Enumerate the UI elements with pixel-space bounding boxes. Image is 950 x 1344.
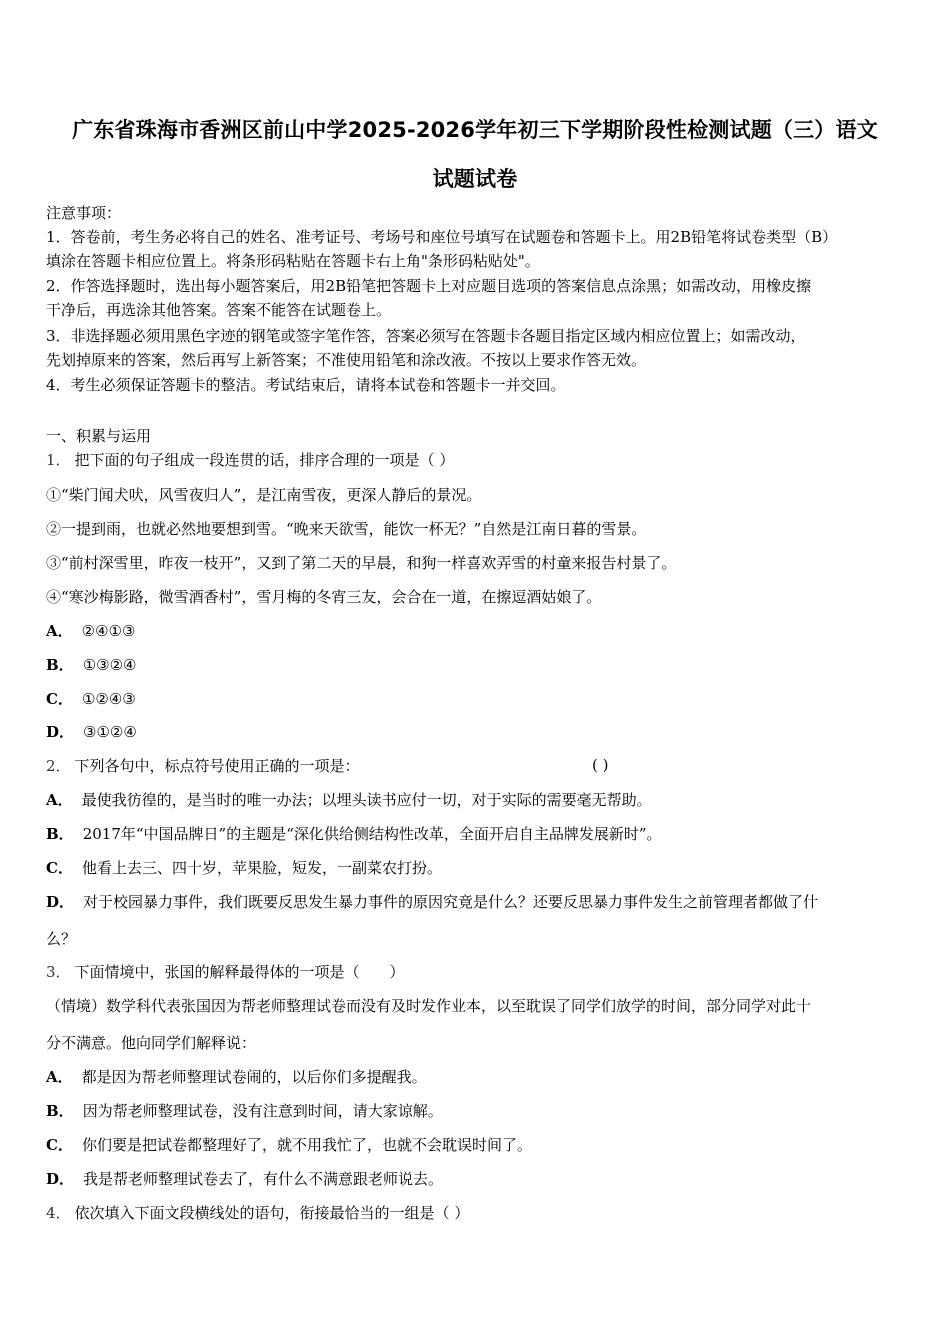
option-label: B． <box>46 656 74 674</box>
option-label: B． <box>46 1102 74 1120</box>
option-text: ①③②④ <box>82 656 137 674</box>
q1-option-b <box>46 655 136 675</box>
q2-option-a <box>46 790 652 810</box>
q3-context: （情境）数学科代表张国因为帮老师整理试卷而没有及时发作业本，以至耽误了同学们放学的时间，部分同学对此十 <box>46 997 812 1015</box>
notice-line: 3．非选择题必须用黑色字迹的钢笔或签字笔作答，答案必须写在答题卡各题目指定区域内相应位置上；如需改动， <box>46 327 806 345</box>
question-2-stem <box>46 756 360 776</box>
option-label: D． <box>46 1170 75 1188</box>
page-title-line2: 试题试卷 <box>432 167 518 191</box>
question-4-stem <box>46 1203 469 1223</box>
q2-option-b <box>46 824 662 844</box>
notice-line: 干净后，再选涂其他答案。答案不能答在试题卷上。 <box>46 301 392 319</box>
notice-line: 先划掉原来的答案，然后再写上新答案；不准使用铅笔和涂改液。不按以上要求作答无效。 <box>46 351 647 369</box>
q3-context-continued: 分不满意。他向同学们解释说： <box>46 1034 257 1052</box>
q1-option-a <box>46 621 135 641</box>
notice-line: 2．作答选择题时，选出每小题答案后，用2B铅笔把答题卡上对应题目选项的答案信息点涂黑；如需改动，用橡皮擦 <box>46 277 812 295</box>
option-text: 最使我彷徨的，是当时的唯一办法；以埋头读书应付一切，对于实际的需要毫无帮助。 <box>81 791 652 809</box>
q1-sentence: ②一提到雨，也就必然地要想到雪。“晚来天欲雪，能饮一杯无？”自然是江南日暮的雪景。 <box>46 520 647 538</box>
question-number: 4． <box>46 1204 71 1222</box>
q2-option-c <box>46 858 442 878</box>
q1-sentence: ③“前村深雪里，昨夜一枝开”，又到了第二天的早晨，和狗一样喜欢弄雪的村童来报告村景了。 <box>46 554 677 572</box>
q1-sentence: ①“柴门闻犬吠，风雪夜归人”，是江南雪夜，更深人静后的景况。 <box>46 486 482 504</box>
option-label: A． <box>46 791 73 809</box>
notice-line: 4．考生必须保证答题卡的整洁。考试结束后，请将本试卷和答题卡一并交回。 <box>46 376 566 394</box>
question-text: 下面情境中，张国的解释最得体的一项是（ ） <box>74 963 405 981</box>
option-text: 因为帮老师整理试卷，没有注意到时间，请大家谅解。 <box>82 1102 443 1120</box>
question-text: 依次填入下面文段横线处的语句，衔接最恰当的一组是（ ） <box>74 1204 470 1222</box>
question-3-stem <box>46 962 405 982</box>
question-text: 把下面的句子组成一段连贯的话，排序合理的一项是（ ） <box>74 451 455 469</box>
option-text: 2017年“中国品牌日”的主题是“深化供给侧结构性改革，全面开启自主品牌发展新时”。 <box>82 825 662 843</box>
q3-option-c <box>46 1135 532 1155</box>
option-text: 都是因为帮老师整理试卷闹的，以后你们多提醒我。 <box>81 1068 427 1086</box>
option-label: D． <box>46 723 75 741</box>
option-text: 我是帮老师整理试卷去了，有什么不满意跟老师说去。 <box>83 1170 444 1188</box>
answer-parentheses: ( ) <box>592 756 609 774</box>
option-label: D． <box>46 893 75 911</box>
option-text: ①②④③ <box>81 690 136 708</box>
option-text: ②④①③ <box>81 622 136 640</box>
q3-option-b <box>46 1101 443 1121</box>
question-1-stem <box>46 450 454 470</box>
notice-line: 1．答卷前，考生务必将自己的姓名、准考证号、考场号和座位号填写在试题卷和答题卡上。用2B铅笔将试卷类型（B） <box>46 228 838 246</box>
q2-option-d <box>46 892 818 912</box>
question-text: 下列各句中，标点符号使用正确的一项是： <box>74 757 360 775</box>
notice-line: 填涂在答题卡相应位置上。将条形码粘贴在答题卡右上角"条形码粘贴处"。 <box>46 252 540 270</box>
q1-sentence: ④“寒沙梅影路，微雪酒香村”，雪月梅的冬宵三友，会合在一道，在擦逗酒姑娘了。 <box>46 588 602 606</box>
q3-option-a <box>46 1067 427 1087</box>
question-number: 1． <box>46 451 71 469</box>
q1-option-d <box>46 722 137 742</box>
option-label: A． <box>46 622 73 640</box>
option-label: C． <box>46 1136 73 1154</box>
option-text: 你们要是把试卷都整理好了，就不用我忙了，也就不会耽误时间了。 <box>81 1136 532 1154</box>
section-heading: 一、积累与运用 <box>46 427 152 445</box>
q3-option-d <box>46 1169 443 1189</box>
page-title: 广东省珠海市香洲区前山中学2025-2026学年初三下学期阶段性检测试题（三）语文 <box>72 118 878 142</box>
question-number: 3． <box>46 963 71 981</box>
q1-option-c <box>46 689 136 709</box>
option-label: C． <box>46 859 73 877</box>
option-text: ③①②④ <box>83 723 137 741</box>
notice-heading: 注意事项： <box>46 204 122 222</box>
option-text: 对于校园暴力事件，我们既要反思发生暴力事件的原因究竟是什么？还要反思暴力事件发生之前管理者都做了什 <box>83 893 819 911</box>
q2-option-d-continued: 么？ <box>46 930 77 948</box>
option-label: C． <box>46 690 73 708</box>
question-number: 2． <box>46 757 71 775</box>
option-text: 他看上去三、四十岁，苹果脸，短发，一副菜农打扮。 <box>81 859 442 877</box>
option-label: A． <box>46 1068 73 1086</box>
option-label: B． <box>46 825 74 843</box>
